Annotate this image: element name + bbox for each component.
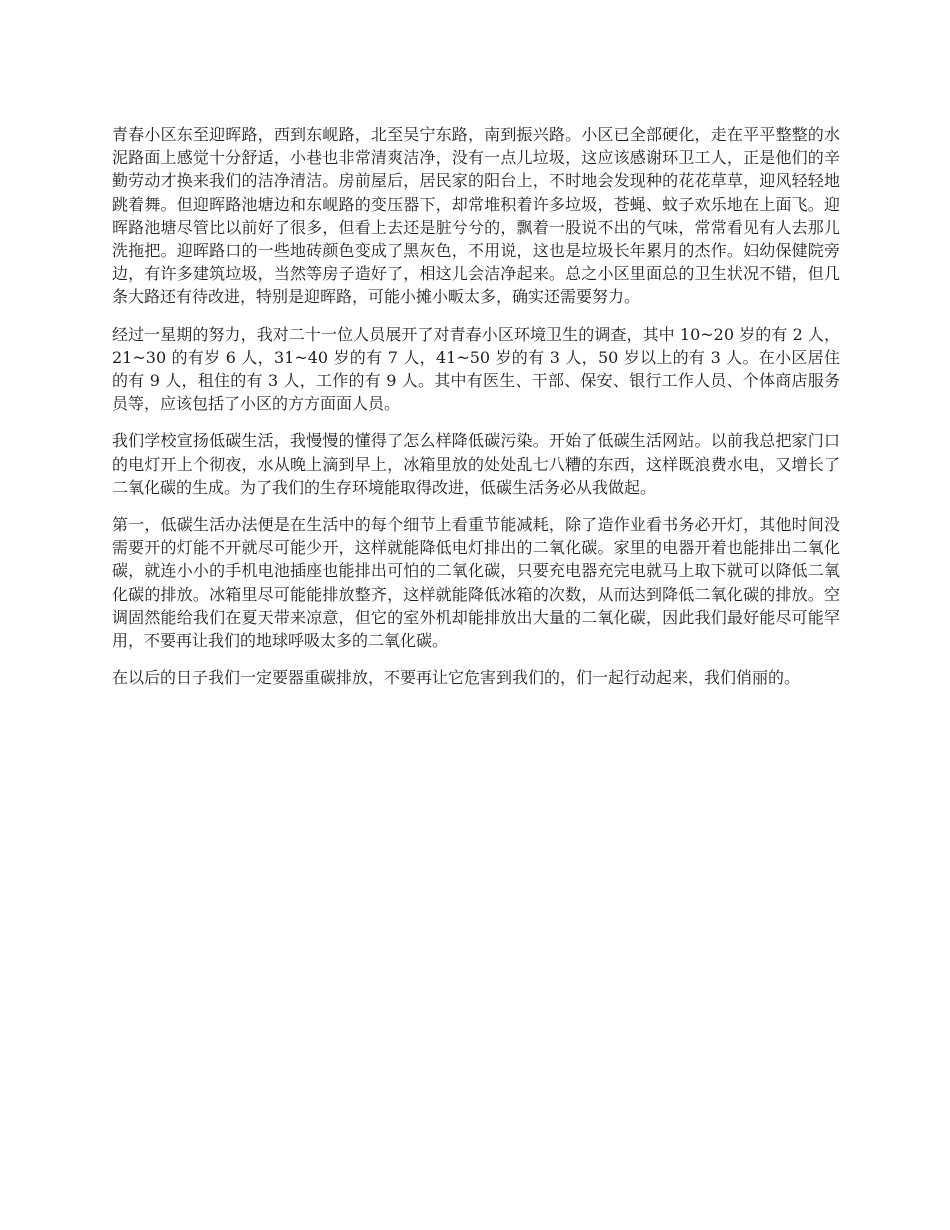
paragraph-survey-people: 经过一星期的努力，我对二十一位人员展开了对青春小区环境卫生的调查，其中 10~20 岁的有 2 人，21~30 的有岁 6 人，31~40 岁的有 7 人，41~50 岁的有 3 人，50 岁以上的有 3 人。在小区居住的有 9 人，租住的有 3 人，工作的有 9 人。其中有医生、干部、保安、银行工作人员、个体商店服务员等，应该包括了小区的方方面面人员。 [112,324,840,414]
paragraph-low-carbon-method: 第一，低碳生活办法便是在生活中的每个细节上看重节能减耗，除了造作业看书务必开灯，其他时间没需要开的灯能不开就尽可能少开，这样就能降低电灯排出的二氧化碳。家里的电器开着也能排出二氧化碳，就连小小的手机电池插座也能排出可怕的二氧化碳，只要充电器充完电就马上取下就可以降低二氧化碳的排放。冰箱里尽可能能排放整齐，这样就能降低冰箱的次数，从而达到降低二氧化碳的排放。空调固然能给我们在夏天带来凉意，但它的室外机却能排放出大量的二氧化碳，因此我们最好能尽可能罕用，不要再让我们的地球呼吸太多的二氧化碳。 [112,515,840,651]
paragraph-survey-area: 青春小区东至迎晖路，西到东岘路，北至吴宁东路，南到振兴路。小区已全部硬化，走在平平整整的水泥路面上感觉十分舒适，小巷也非常清爽洁净，没有一点儿垃圾，这应该感谢环卫工人，正是他们的辛勤劳动才换来我们的洁净清洁。房前屋后，居民家的阳台上，不时地会发现种的花花草草，迎风轻轻地跳着舞。但迎晖路池塘边和东岘路的变压器下，却常堆积着许多垃圾，苍蝇、蚊子欢乐地在上面飞。迎晖路池塘尽管比以前好了很多，但看上去还是脏兮兮的，飘着一股说不出的气味，常常看见有人去那儿洗拖把。迎晖路口的一些地砖颜色变成了黑灰色，不用说，这也是垃圾长年累月的杰作。妇幼保健院旁边，有许多建筑垃圾，当然等房子造好了，相这儿会洁净起来。总之小区里面总的卫生状况不错，但几条大路还有待改进，特别是迎晖路，可能小摊小畈太多，确实还需要努力。 [112,125,840,307]
document-page [112,123,840,703]
paragraph-conclusion: 在以后的日子我们一定要器重碳排放，不要再让它危害到我们的，们一起行动起来，我们俏丽的。 [112,668,801,688]
paragraph-low-carbon-school: 我们学校宣扬低碳生活，我慢慢的懂得了怎么样降低碳污染。开始了低碳生活网站。以前我总把家门口的电灯开上个彻夜，水从晚上滴到早上，冰箱里放的处处乱七八糟的东西，这样既浪费水电，又增长了二氧化碳的生成。为了我们的生存环境能取得改进，低碳生活务必从我做起。 [112,431,840,497]
